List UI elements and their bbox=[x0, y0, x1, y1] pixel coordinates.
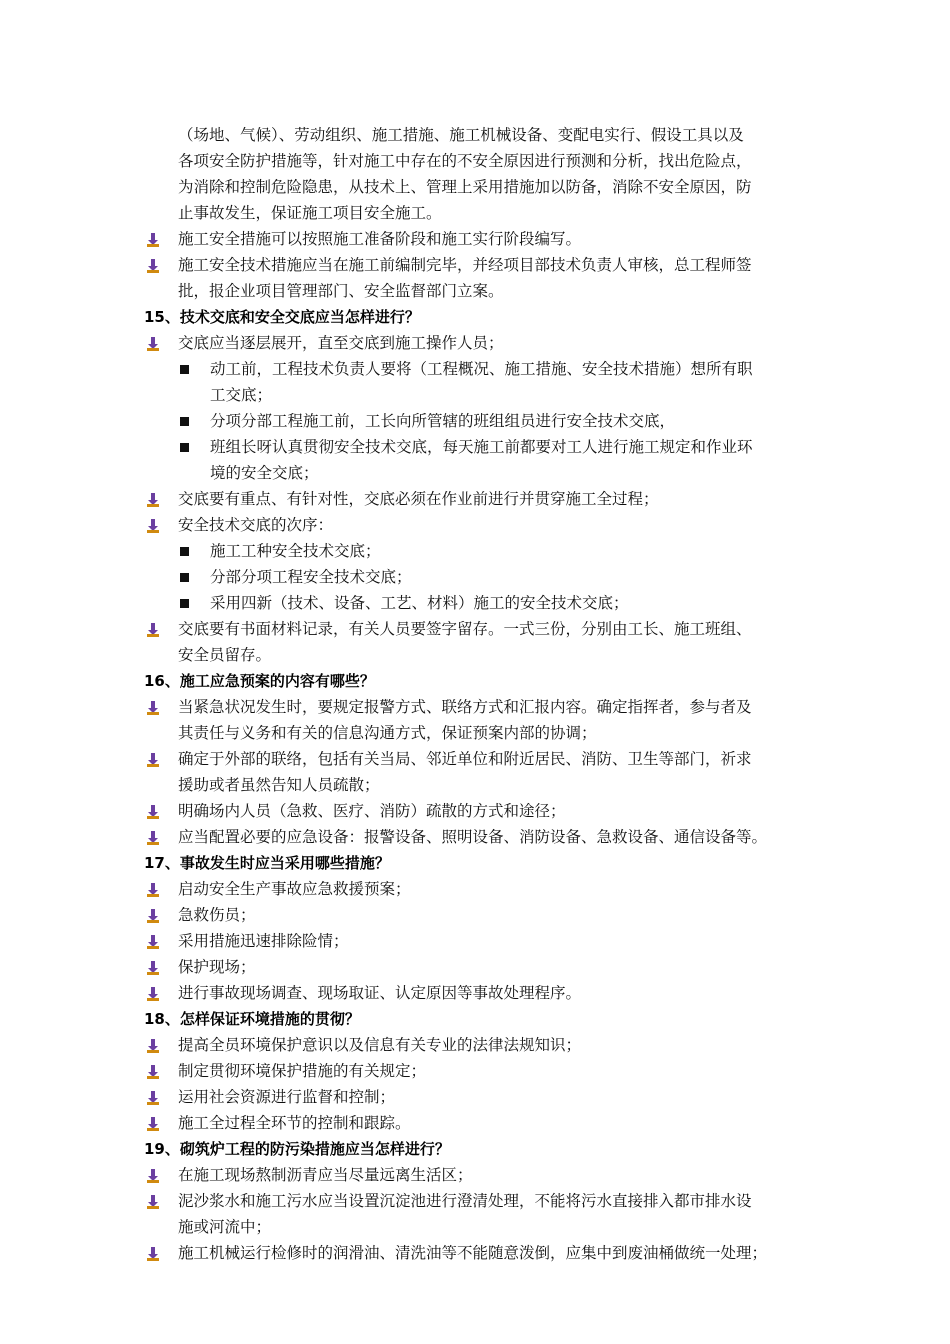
arrow-bullet-icon bbox=[146, 1065, 160, 1079]
text-line: （场地、气候）、劳动组织、施工措施、施工机械设备、变配电实行、假设工具以及 bbox=[178, 126, 744, 144]
list-item bbox=[144, 1110, 812, 1136]
list-item bbox=[144, 616, 812, 668]
arrow-bullet-icon bbox=[146, 493, 160, 507]
arrow-bullet-icon bbox=[146, 233, 160, 247]
arrow-bullet-icon bbox=[146, 961, 160, 975]
arrow-bullet-icon bbox=[146, 337, 160, 351]
section-heading: 17、事故发生时应当采用哪些措施？ bbox=[144, 854, 390, 872]
section-heading: 18、怎样保证环境措施的贯彻？ bbox=[144, 1010, 360, 1028]
text-line: 援助或者虽然告知人员疏散； bbox=[178, 776, 380, 794]
section-heading: 19、砌筑炉工程的防污染措施应当怎样进行？ bbox=[144, 1140, 450, 1158]
text-line: 急救伤员； bbox=[178, 906, 256, 924]
square-bullet-icon bbox=[180, 599, 189, 608]
arrow-bullet-icon bbox=[146, 1247, 160, 1261]
text-line: 交底要有重点、有针对性，交底必须在作业前进行并贯穿施工全过程； bbox=[178, 490, 659, 508]
text-line: 施工安全措施可以按照施工准备阶段和施工实行阶段编写。 bbox=[178, 230, 582, 248]
text-line: 保护现场； bbox=[178, 958, 256, 976]
text-line: 进行事故现场调查、现场取证、认定原因等事故处理程序。 bbox=[178, 984, 582, 1002]
list-item bbox=[144, 330, 812, 356]
arrow-bullet-icon bbox=[146, 1169, 160, 1183]
list-item bbox=[144, 980, 812, 1006]
list-item bbox=[144, 1188, 812, 1240]
sub-list-item bbox=[144, 408, 812, 434]
list-item bbox=[144, 902, 812, 928]
list-item bbox=[144, 512, 812, 538]
text-line: 班组长呀认真贯彻安全技术交底，每天施工前都要对工人进行施工规定和作业环 bbox=[210, 438, 753, 456]
list-item bbox=[144, 798, 812, 824]
arrow-bullet-icon bbox=[146, 1039, 160, 1053]
list-item bbox=[144, 1032, 812, 1058]
square-bullet-icon bbox=[180, 573, 189, 582]
arrow-bullet-icon bbox=[146, 701, 160, 715]
text-line: 采用措施迅速排除险情； bbox=[178, 932, 349, 950]
list-item bbox=[144, 1162, 812, 1188]
list-item bbox=[144, 928, 812, 954]
text-line: 施工工种安全技术交底； bbox=[210, 542, 381, 560]
text-line: 分项分部工程施工前，工长向所管辖的班组组员进行安全技术交底， bbox=[210, 412, 676, 430]
list-item bbox=[144, 824, 812, 850]
arrow-bullet-icon bbox=[146, 753, 160, 767]
list-item bbox=[144, 486, 812, 512]
list-item bbox=[144, 954, 812, 980]
text-line: 各项安全防护措施等，针对施工中存在的不安全原因进行预测和分析，找出危险点， bbox=[178, 152, 752, 170]
text-line: 制定贯彻环境保护措施的有关规定； bbox=[178, 1062, 427, 1080]
text-line: 施工机械运行检修时的润滑油、清洗油等不能随意泼倒，应集中到废油桶做统一处理； bbox=[178, 1244, 768, 1262]
arrow-bullet-icon bbox=[146, 1117, 160, 1131]
arrow-bullet-icon bbox=[146, 1195, 160, 1209]
text-line: 安全技术交底的次序： bbox=[178, 516, 334, 534]
section-heading: 15、技术交底和安全交底应当怎样进行？ bbox=[144, 308, 420, 326]
text-line: 施工全过程全环节的控制和跟踪。 bbox=[178, 1114, 411, 1132]
square-bullet-icon bbox=[180, 365, 189, 374]
arrow-bullet-icon bbox=[146, 805, 160, 819]
text-line: 当紧急状况发生时，要规定报警方式、联络方式和汇报内容。确定指挥者，参与者及 bbox=[178, 698, 752, 716]
arrow-bullet-icon bbox=[146, 831, 160, 845]
text-line: 施工安全技术措施应当在施工前编制完毕，并经项目部技术负责人审核，总工程师签 bbox=[178, 256, 752, 274]
text-line: 施或河流中； bbox=[178, 1218, 272, 1236]
text-line: 应当配置必要的应急设备：报警设备、照明设备、消防设备、急救设备、通信设备等。 bbox=[178, 828, 768, 846]
arrow-bullet-icon bbox=[146, 883, 160, 897]
text-line: 批，报企业项目管理部门、安全监督部门立案。 bbox=[178, 282, 504, 300]
text-line: 动工前，工程技术负责人要将（工程概况、施工措施、安全技术措施）想所有职 bbox=[210, 360, 753, 378]
arrow-bullet-icon bbox=[146, 1091, 160, 1105]
list-item bbox=[144, 1084, 812, 1110]
list-item bbox=[144, 876, 812, 902]
text-line: 确定于外部的联络，包括有关当局、邻近单位和附近居民、消防、卫生等部门，祈求 bbox=[178, 750, 752, 768]
arrow-bullet-icon bbox=[146, 519, 160, 533]
list-item bbox=[144, 694, 812, 746]
square-bullet-icon bbox=[180, 547, 189, 556]
text-line: 境的安全交底； bbox=[210, 464, 319, 482]
text-line: 止事故发生，保证施工项目安全施工。 bbox=[178, 204, 442, 222]
square-bullet-icon bbox=[180, 417, 189, 426]
text-line: 泥沙浆水和施工污水应当设置沉淀池进行澄清处理，不能将污水直接排入都市排水设 bbox=[178, 1192, 752, 1210]
text-line: 运用社会资源进行监督和控制； bbox=[178, 1088, 396, 1106]
text-line: 明确场内人员（急救、医疗、消防）疏散的方式和途径； bbox=[178, 802, 566, 820]
list-item bbox=[144, 226, 812, 252]
sub-list-item bbox=[144, 434, 812, 486]
list-item bbox=[144, 1058, 812, 1084]
list-item bbox=[144, 746, 812, 798]
sub-list-item bbox=[144, 538, 812, 564]
square-bullet-icon bbox=[180, 443, 189, 452]
text-line: 安全员留存。 bbox=[178, 646, 272, 664]
text-line: 分部分项工程安全技术交底； bbox=[210, 568, 412, 586]
arrow-bullet-icon bbox=[146, 909, 160, 923]
arrow-bullet-icon bbox=[146, 259, 160, 273]
sub-list-item bbox=[144, 590, 812, 616]
text-line: 提高全员环境保护意识以及信息有关专业的法律法规知识； bbox=[178, 1036, 582, 1054]
arrow-bullet-icon bbox=[146, 935, 160, 949]
list-item bbox=[144, 252, 812, 304]
section-heading: 16、施工应急预案的内容有哪些？ bbox=[144, 672, 375, 690]
text-line: 交底应当逐层展开，直至交底到施工操作人员； bbox=[178, 334, 504, 352]
text-line: 其责任与义务和有关的信息沟通方式，保证预案内部的协调； bbox=[178, 724, 597, 742]
intro-paragraph bbox=[178, 122, 812, 226]
sub-list-item bbox=[144, 356, 812, 408]
text-line: 工交底； bbox=[210, 386, 273, 404]
sub-list-item bbox=[144, 564, 812, 590]
text-line: 交底要有书面材料记录，有关人员要签字留存。一式三份，分别由工长、施工班组、 bbox=[178, 620, 752, 638]
arrow-bullet-icon bbox=[146, 623, 160, 637]
document-body bbox=[144, 122, 812, 1266]
text-line: 在施工现场熬制沥青应当尽量远离生活区； bbox=[178, 1166, 473, 1184]
text-line: 采用四新（技术、设备、工艺、材料）施工的安全技术交底； bbox=[210, 594, 629, 612]
text-line: 为消除和控制危险隐患，从技术上、管理上采用措施加以防备，消除不安全原因，防 bbox=[178, 178, 752, 196]
arrow-bullet-icon bbox=[146, 987, 160, 1001]
list-item bbox=[144, 1240, 812, 1266]
text-line: 启动安全生产事故应急救援预案； bbox=[178, 880, 411, 898]
